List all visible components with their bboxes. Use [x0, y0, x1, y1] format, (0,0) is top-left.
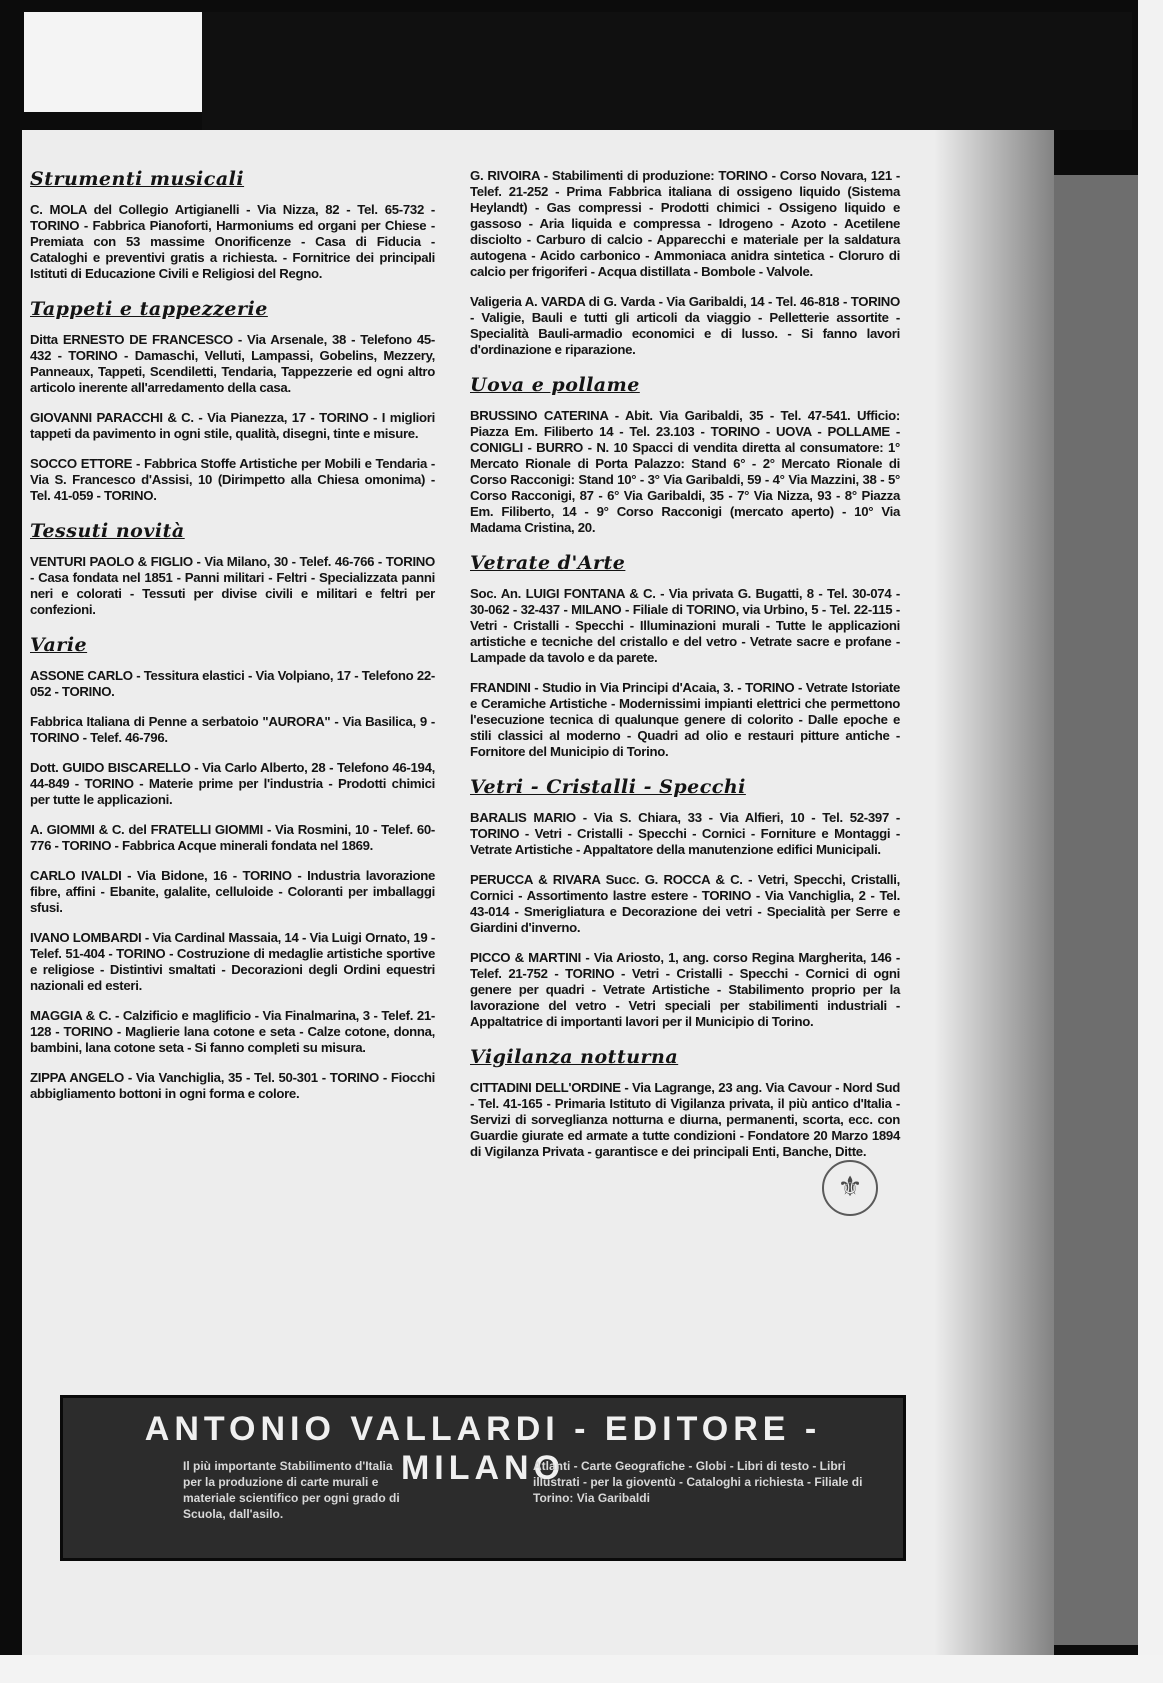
right-column	[470, 168, 900, 1176]
white-corner-paper	[24, 12, 202, 112]
directory-section	[30, 298, 435, 504]
directory-entry: Fabbrica Italiana di Penne a serbatoio "AURORA" - Via Basilica, 9 - TORINO - Telef. 46-796.	[30, 714, 435, 745]
directory-entry: Ditta ERNESTO DE FRANCESCO - Via Arsenale, 38 - Telefono 45-432 - TORINO - Damaschi, Velluti, Lampassi, Gobelins, Mezzery, Panneaux, Tappeti, Scendiletti, Tendaria, Tappezzerie ed ogni altro articolo inerente all'arredamento della casa.	[30, 332, 435, 395]
section-heading: Vigilanza notturna	[470, 1046, 679, 1068]
directory-entry: IVANO LOMBARDI - Via Cardinal Massaia, 14 - Via Luigi Ornato, 19 - Telef. 51-404 - TORINO - Costruzione di medaglie artistiche sportive e religiose - Distintivi smaltati - Decorazioni degli Ordini equestri nazionali ed esteri.	[30, 930, 435, 993]
directory-section	[30, 520, 435, 618]
section-heading: Varie	[30, 634, 88, 656]
directory-section	[470, 168, 900, 358]
emblem-icon: ⚜	[822, 1160, 878, 1216]
directory-entry: Dott. GUIDO BISCARELLO - Via Carlo Alberto, 28 - Telefono 46-194, 44-849 - TORINO - Materie prime per l'industria - Prodotti chimici per tutte le applicazioni.	[30, 760, 435, 807]
directory-entry: A. GIOMMI & C. del FRATELLI GIOMMI - Via Rosmini, 10 - Telef. 60-776 - TORINO - Fabbrica Acque minerali fondata nel 1869.	[30, 822, 435, 853]
directory-entry: CARLO IVALDI - Via Bidone, 16 - TORINO - Industria lavorazione fibre, affini - Ebanite, galalite, celluloide - Coloranti per imballaggi sfusi.	[30, 868, 435, 915]
directory-section	[470, 1046, 900, 1160]
directory-entry: GIOVANNI PARACCHI & C. - Via Pianezza, 17 - TORINO - I migliori tappeti da pavimento in ogni stile, qualità, disegni, tinte e misure.	[30, 410, 435, 441]
advertisement-banner	[60, 1395, 906, 1561]
banner-right-text: Atlanti - Carte Geografiche - Globi - Libri di testo - Libri illustrati - per la gioventù - Cataloghi a richiesta - Filiale di Torino: Via Garibaldi	[533, 1459, 863, 1505]
directory-entry: VENTURI PAOLO & FIGLIO - Via Milano, 30 - Telef. 46-766 - TORINO - Casa fondata nel 1851 - Panni militari - Feltri - Specializzata panni neri e colorati - Tessuti per divise civili e militari e feltri per confezioni.	[30, 554, 435, 617]
directory-entry: BRUSSINO CATERINA - Abit. Via Garibaldi, 35 - Tel. 47-541. Ufficio: Piazza Em. Filiberto 14 - Tel. 23.103 - TORINO - UOVA - POLLAME - CONIGLI - BURRO - N. 10 Spacci di vendita diretta al consumatore: 1° Mercato Rionale di Porta Palazzo: Stand 6° - 2° Mercato Rionale di Corso Racconigi: Stand 10° - 3° Via Garibaldi, 59 - 4° Via Mazzini, 38 - 5° Corso Racconigi, 87 - 6° Via Garibaldi, 35 - 7° Via Nizza, 93 - 8° Piazza Em. Filiberto, 14 - 9° Corso Racconigi (mercato aperto) - 10° Via Madama Cristina, 20.	[470, 408, 900, 535]
section-heading: Vetri - Cristalli - Specchi	[470, 776, 746, 798]
directory-entry: PICCO & MARTINI - Via Ariosto, 1, ang. corso Regina Margherita, 146 - Telef. 21-752 - TORINO - Vetri - Cristalli - Specchi - Cornici di ogni genere per quadri - Vetrate Artistiche - Stabilimento proprio per la lavorazione del vetro - Vetri speciali per stabilimenti industriali - Appaltatrice di importanti lavori per il Municipio di Torino.	[470, 950, 900, 1029]
top-dark-band	[202, 12, 1132, 130]
directory-entry: ZIPPA ANGELO - Via Vanchiglia, 35 - Tel. 50-301 - TORINO - Fiocchi abbigliamento bottoni in ogni forma e colore.	[30, 1070, 435, 1101]
directory-entry: Valigeria A. VARDA di G. Varda - Via Garibaldi, 14 - Tel. 46-818 - TORINO - Valigie, Bauli e tutti gli articoli da viaggio - Pelletterie assortite - Specialità Bauli-armadio economici e di lusso. - Si fanno lavori d'ordinazione e riparazione.	[470, 294, 900, 357]
directory-section	[30, 168, 435, 282]
directory-entry: BARALIS MARIO - Via S. Chiara, 33 - Via Alfieri, 10 - Tel. 52-397 - TORINO - Vetri - Cristalli - Specchi - Cornici - Forniture e Montaggi - Vetrate Artistiche - Appaltatore della manutenzione edifici Municipali.	[470, 810, 900, 857]
page-shadow	[934, 130, 1054, 1655]
section-heading: Tappeti e tappezzerie	[30, 298, 268, 320]
section-heading: Tessuti novità	[30, 520, 185, 542]
banner-title: ANTONIO VALLARDI - EDITORE - MILANO	[144, 1410, 822, 1487]
directory-section	[30, 634, 435, 1102]
banner-left-text: Il più importante Stabilimento d'Italia per la produzione di carte murali e materiale scientifico per ogni grado di Scuola, dall'asilo.	[183, 1459, 400, 1521]
directory-entry: PERUCCA & RIVARA Succ. G. ROCCA & C. - Vetri, Specchi, Cristalli, Cornici - Assortimento lastre estere - TORINO - Via Vanchiglia, 2 - Tel. 43-014 - Smerigliatura e Decorazione dei vetri - Specialità per Serre e Giardini d'inverno.	[470, 872, 900, 935]
left-column	[30, 168, 435, 1118]
directory-entry: FRANDINI - Studio in Via Principi d'Acaia, 3. - TORINO - Vetrate Istoriate e Ceramiche Artistiche - Modernissimi impianti elettrici che permettono l'esecuzione tecnica di qualunque genere di colorito - Dalle epoche e stili classici al moderno - Quadri ad olio e restauri pitture antiche - Fornitore del Municipio di Torino.	[470, 680, 900, 759]
bottom-paper-edge	[0, 1655, 1163, 1683]
section-heading: Strumenti musicali	[30, 168, 245, 190]
document-page	[22, 130, 1054, 1655]
section-heading: Vetrate d'Arte	[470, 552, 626, 574]
directory-entry: C. MOLA del Collegio Artigianelli - Via Nizza, 82 - Tel. 65-732 - TORINO - Fabbrica Pianoforti, Harmoniums ed organi per Chiese - Premiata con 53 massime Onorificenze - Casa di Fiducia - Cataloghi e preventivi gratis a richiesta. - Fornitrice dei principali Istituti di Educazione Civili e Religiosi del Regno.	[30, 202, 435, 281]
directory-entry: SOCCO ETTORE - Fabbrica Stoffe Artistiche per Mobili e Tendaria - Via S. Francesco d'Assisi, 10 (Dirimpetto alla Chiesa omonima) - Tel. 41-059 - TORINO.	[30, 456, 435, 503]
directory-entry: ASSONE CARLO - Tessitura elastici - Via Volpiano, 17 - Telefono 22-052 - TORINO.	[30, 668, 435, 699]
right-paper-edge	[1138, 0, 1163, 1683]
directory-section	[470, 552, 900, 760]
section-heading: Uova e pollame	[470, 374, 640, 396]
directory-entry: MAGGIA & C. - Calzificio e maglificio - Via Finalmarina, 3 - Telef. 21-128 - TORINO - Maglierie lana cotone e seta - Calze cotone, donna, bambini, lana cotone seta - Si fanno completi su misura.	[30, 1008, 435, 1055]
directory-entry: Soc. An. LUIGI FONTANA & C. - Via privata G. Bugatti, 8 - Tel. 30-074 - 30-062 - 32-437 - MILANO - Filiale di TORINO, via Urbino, 5 - Tel. 22-115 - Vetri - Cristalli - Specchi - Illuminazioni murali - Tutte le applicazioni artistiche e tecniche del cristallo e del vetro - Vetrate sacre e profane - Lampade da tavolo e da parete.	[470, 586, 900, 665]
directory-section	[470, 374, 900, 536]
directory-section	[470, 776, 900, 1030]
directory-entry: G. RIVOIRA - Stabilimenti di produzione: TORINO - Corso Novara, 121 - Telef. 21-252 - Prima Fabbrica italiana di ossigeno liquido (Sistema Heylandt) - Gas compressi - Prodotti chimici - Ossigeno liquido e gassoso - Aria liquida e compressa - Idrogeno - Azoto - Acetilene disciolto - Carburo di calcio - Apparecchi e materiale per la saldatura autogena - Acido carbonico - Ammoniaca anidra sintetica - Cloruro di calcio per frigoriferi - Acqua distillata - Bombole - Valvole.	[470, 168, 900, 279]
directory-entry: CITTADINI DELL'ORDINE - Via Lagrange, 23 ang. Via Cavour - Nord Sud - Tel. 41-165 - Primaria Istituto di Vigilanza privata, il più antico d'Italia - Servizi di sorveglianza notturna e diurna, permanenti, scorta, ecc. con Guardie giurate ed armate a tutte condizioni - Fondatore 20 Marzo 1894 di Vigilanza Privata - garantisce e dei principali Enti, Banche, Ditte.	[470, 1080, 900, 1159]
